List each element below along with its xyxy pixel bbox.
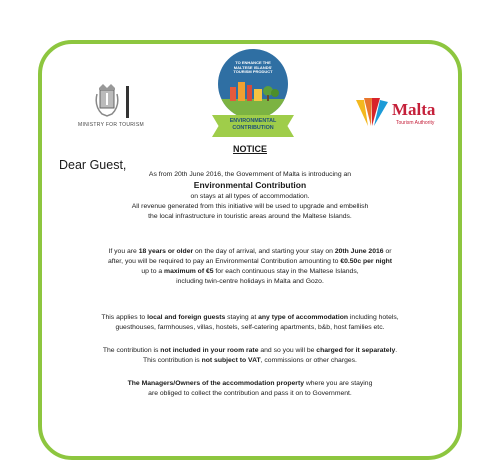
- greeting: Dear Guest,: [59, 158, 127, 172]
- applicability-paragraph: This applies to local and foreign guests staying at any type of accommodation including hotels, guesthouses, farmhouses, villas, hostels, self-catering apartments, b&b, host families etc.: [101, 314, 399, 331]
- collection-paragraph: The Managers/Owners of the accommodation property where you are staying are obliged to collect the contribution and pass it on to Government.: [127, 380, 373, 397]
- badge-top-text: TO ENHANCE THE MALTESE ISLANDS' TOURISM PRODUCT: [233, 60, 273, 74]
- ministry-label: MINISTRY FOR TOURISM: [78, 122, 144, 128]
- malta-wordmark: Malta: [392, 100, 436, 119]
- malta-crest-icon: [94, 84, 120, 118]
- intro-paragraph: As from 20th June 2016, the Government of Malta is introducing an Environmental Contribution on stays at all types of accommodation. All revenue generated from this initiative will be used to upgrade and embellish the local infrastructure in touristic areas around the Maltese Islands.: [131, 171, 369, 220]
- notice-heading: NOTICE: [232, 144, 267, 154]
- ministry-logo: [56, 84, 166, 134]
- badge-title: ENVIRONMENTAL CONTRIBUTION: [229, 118, 277, 131]
- tourism-authority-label: Tourism Authority: [396, 120, 435, 126]
- malta-tourism-authority-logo: [354, 94, 456, 134]
- city-skyline-icon: [218, 49, 288, 119]
- ministry-divider: [126, 86, 129, 118]
- badge-circle: [218, 49, 288, 119]
- contribution-title: Environmental Contribution: [193, 180, 307, 190]
- rate-paragraph: If you are 18 years or older on the day of arrival, and starting your stay on 20th June 2016 or after, you will be required to pay an Environmental Contribution amounting to €0.50c per night up to a maximum of €5 for each continuous stay in the Maltese Islands, including twin-centre holidays in Malta and Gozo.: [107, 248, 393, 285]
- charges-paragraph: The contribution is not included in your room rate and so you will be charged for it separately. This contribution is not subject to VAT, commissions or other charges.: [102, 347, 398, 364]
- malta-logo-icon: [354, 96, 390, 130]
- environmental-contribution-badge: [212, 49, 294, 141]
